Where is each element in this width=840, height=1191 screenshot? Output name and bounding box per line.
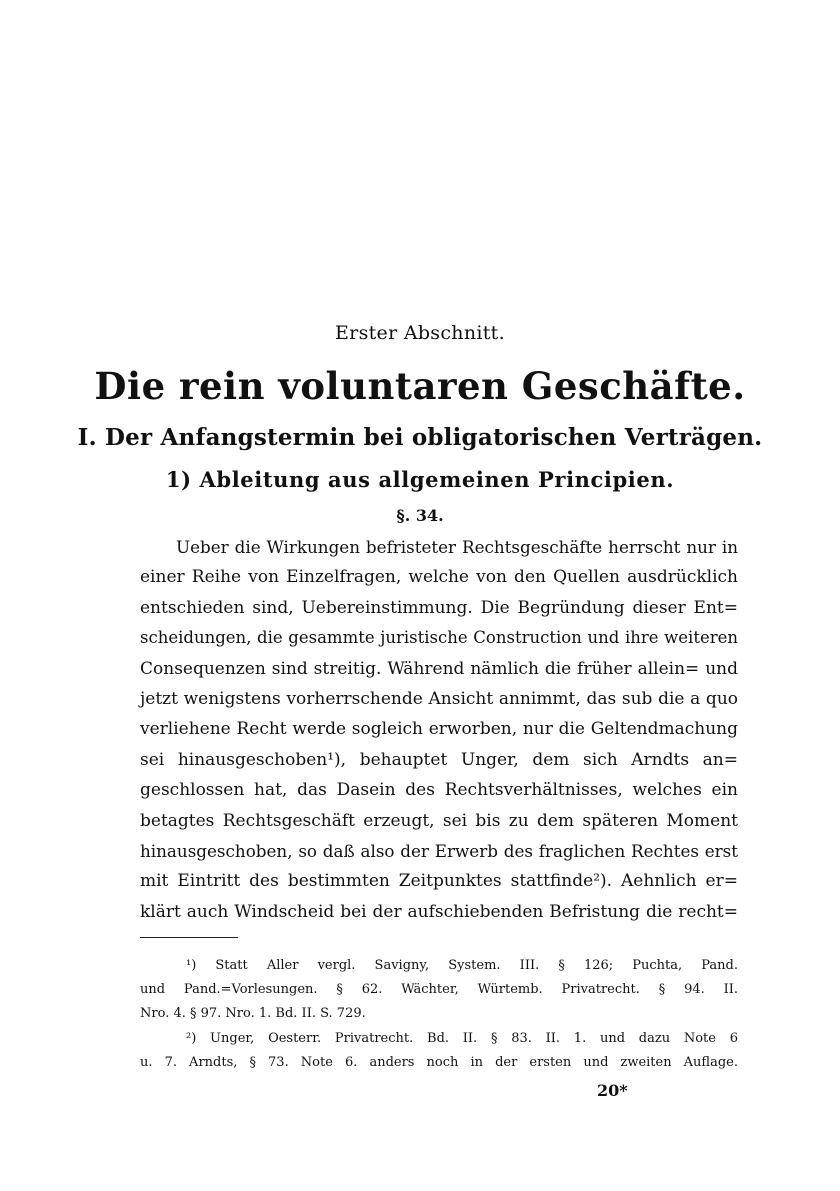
body-line: klärt auch Windscheid bei der aufschiebenden Befristung die recht=: [140, 901, 738, 922]
body-line: mit Eintritt des bestimmten Zeitpunktes stattfinde²). Aehnlich er=: [140, 871, 738, 892]
footnote-line: und Pand.=Vorlesungen. § 62. Wächter, Würtemb. Privatrecht. § 94. II.: [140, 982, 738, 998]
body-line: hinausgeschoben, so daß also der Erwerb des fraglichen Rechtes erst: [140, 840, 738, 861]
footnotes: [140, 954, 738, 1075]
body-text: [140, 532, 738, 927]
body-line: jetzt wenigstens vorherrschende Ansicht annimmt, das sub die a quo: [140, 688, 738, 709]
body-line: verliehene Recht werde sogleich erworben, nur die Geltendmachung: [140, 719, 738, 740]
body-line: geschlossen hat, das Dasein des Rechtsverhältnisses, welches ein: [140, 780, 738, 801]
signature-mark: 20*: [597, 1081, 628, 1100]
paragraph-number: §. 34.: [396, 506, 444, 525]
body-line: betagtes Rechtsgeschäft erzeugt, sei bis zu dem späteren Moment: [140, 810, 738, 831]
body-line: scheidungen, die gesammte juristische Construction und ihre weiteren: [140, 628, 738, 648]
body-line: sei hinausgeschoben¹), behauptet Unger, dem sich Arndts an=: [140, 749, 738, 770]
footnote-line: Nro. 4. § 97. Nro. 1. Bd. II. S. 729.: [140, 1006, 366, 1022]
body-line: Consequenzen sind streitig. Während nämlich die früher allein= und: [140, 658, 738, 679]
body-line: Ueber die Wirkungen befristeter Rechtsgeschäfte herrscht nur in: [176, 537, 738, 557]
footnote-line: ²) Unger, Oesterr. Privatrecht. Bd. II. § 83. II. 1. und dazu Note 6: [186, 1030, 738, 1046]
part-title: Die rein voluntaren Geschäfte.: [94, 364, 746, 408]
footnote-line: ¹) Statt Aller vergl. Savigny, System. III. § 126; Puchta, Pand.: [186, 958, 738, 973]
section-label: Erster Abschnitt.: [335, 322, 505, 344]
body-line: einer Reihe von Einzelfragen, welche von den Quellen ausdrücklich: [140, 567, 738, 588]
footnote-divider: [140, 937, 238, 938]
chapter-title: I. Der Anfangstermin bei obligatorischen Verträgen.: [77, 424, 763, 451]
body-line: entschieden sind, Uebereinstimmung. Die Begründung dieser Ent=: [140, 597, 738, 618]
footnote-line: u. 7. Arndts, § 73. Note 6. anders noch in der ersten und zweiten Auflage.: [140, 1054, 738, 1070]
subsection-title: 1) Ableitung aus allgemeinen Principien.: [165, 467, 675, 492]
